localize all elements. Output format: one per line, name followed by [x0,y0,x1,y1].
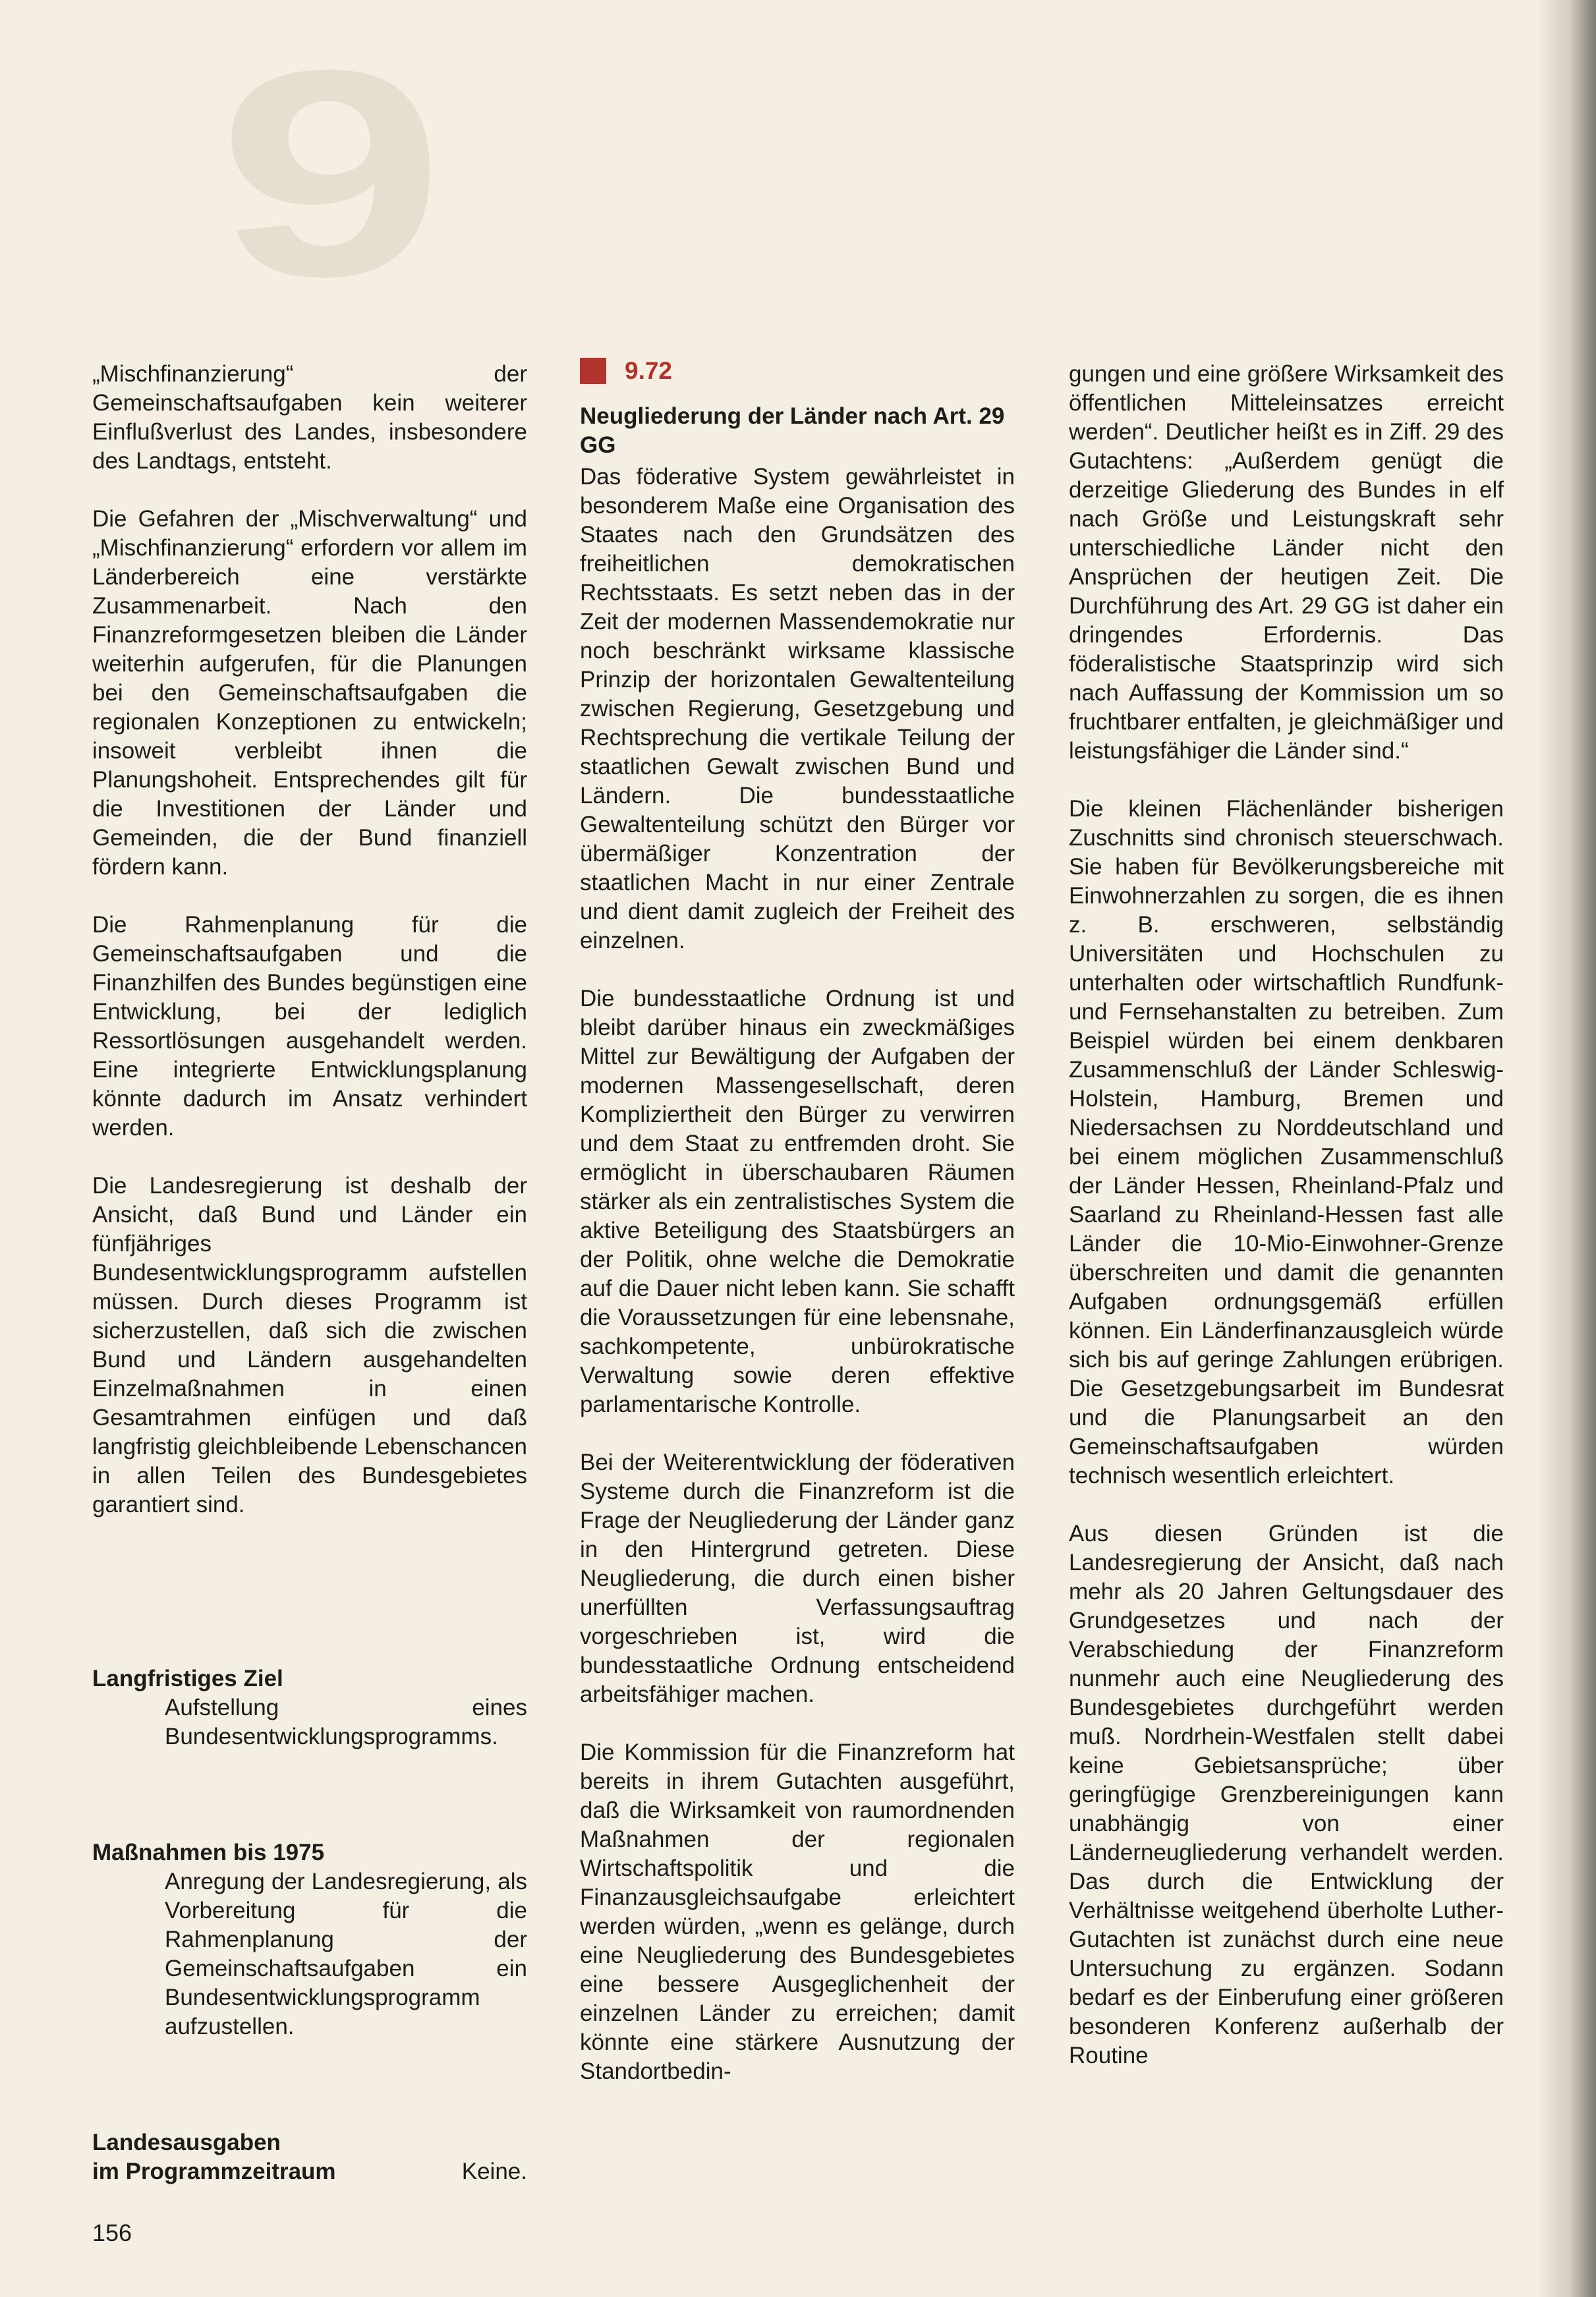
aside-label: Maßnahmen bis 1975 [92,1840,325,1865]
aside-label: im Programmzeitraum [92,2159,336,2184]
column-left [92,360,527,1548]
column-middle [580,354,1015,2115]
paragraph: Die bundesstaatliche Ordnung ist und bleibt darüber hinaus ein zweckmäßiges Mittel zur Bewältigung der Aufgaben der modernen Massengesellschaft, deren Kompliziertheit den Bürger zu verwirren und dem Staat zu entfremden droht. Sie ermöglicht in überschaubaren Räumen stärker als ein zentralistisches System die aktive Beteiligung des Staatsbürgers an der Politik, ohne welche die Demokratie auf die Dauer nicht leben kann. Sie schafft die Voraussetzungen für eine lebensnahe, sachkompetente, unbürokratische Verwaltung sowie deren effektive parlamentarische Kontrolle. [580,986,1015,1417]
aside-label: Langfristiges Ziel [92,1666,283,1691]
column-right [1069,360,1504,2099]
paragraph: Die Gefahren der „Mischverwaltung“ und „Mischfinanzierung“ erfordern vor allem im Länderbereich eine verstärkte Zusammenarbeit. Nach den Finanzreformgesetzen bleiben die Länder weiterhin aufgerufen, für die Planungen bei den Gemeinschaftsaufgaben die regionalen Konzeptionen zu entwickeln; insoweit verbleibt ihnen die Planungshoheit. Entsprechendes gilt für die Investitionen der Länder und Gemeinden, die der Bund finanziell fördern kann. [92,506,527,880]
paragraph: Die kleinen Flächenländer bisherigen Zuschnitts sind chronisch steuerschwach. Sie haben für Bevölkerungsbereiche mit Einwohnerzahlen zu sorgen, die es ihnen z. B. erschweren, selbständig Universitäten und Hochschulen zu unterhalten oder wirtschaftlich Rundfunk- und Fernsehanstalten zu betreiben. Zum Beispiel würden bei einem denkbaren Zusammenschluß der Länder Schleswig-Holstein, Hamburg, Bremen und Niedersachsen zu Norddeutschland und bei einem möglichen Zusammenschluß der Länder Hessen, Rheinland-Pfalz und Saarland zu Rheinland-Hessen fast alle Länder die 10-Mio-Einwohner-Grenze überschreiten und damit die genannten Aufgaben ordnungsgemäß erfüllen können. Ein Länderfinanzausgleich würde sich bis auf geringe Zahlungen erübrigen. Die Gesetzgebungsarbeit im Bundesrat und die Planungsarbeit an den Gemeinschaftsaufgaben würden technisch wesentlich erleichtert. [1069,796,1504,1489]
paragraph: Das föderative System gewährleistet in besonderem Maße eine Organisation des Staates nach den Grundsätzen des freiheitlichen demokratischen Rechtsstaats. Es setzt neben das in der Zeit der modernen Massendemokratie nur noch beschränkt wirksame klassische Prinzip der horizontalen Gewaltenteilung zwischen Regierung, Gesetzgebung und Rechtsprechung die vertikale Teilung der staatlichen Gewalt zwischen Bund und Ländern. Die bundesstaatliche Gewaltenteilung schützt den Bürger vor übermäßiger Konzentration der staatlichen Macht in nur einer Zentrale und dient damit zugleich der Freiheit des einzelnen. [580,464,1015,953]
aside-measures [92,1838,527,2041]
aside-long-term-goal [92,1664,527,1751]
chapter-number-watermark: 9 [217,9,445,338]
page-number: 156 [92,2219,132,2246]
aside-label: Landesausgaben [92,2130,281,2155]
paragraph: Bei der Weiterentwicklung der föderativen Systeme durch die Finanzreform ist die Frage der Neugliederung der Länder ganz in den Hintergrund getreten. Diese Neugliederung, die durch einen bisher unerfüllten Verfassungsauftrag vorgeschrieben ist, wird die bundesstaatliche Ordnung entscheidend arbeitsfähiger machen. [580,1450,1015,1707]
aside-text: Anregung der Landesregierung, als Vorbereitung für die Rahmenplanung der Gemeinschaftsaufgaben ein Bundesentwicklungsprogramm aufzustellen. [165,1869,527,2039]
aside-state-spending [92,2128,527,2186]
page-edge-shadow [1537,0,1596,2297]
paragraph: „Mischfinanzierung“ der Gemeinschaftsaufgaben kein weiterer Einflußverlust des Landes, insbesondere des Landtags, entsteht. [92,361,527,474]
paragraph: gungen und eine größere Wirksamkeit des öffentlichen Mitteleinsatzes erreicht werden“. Deutlicher heißt es in Ziff. 29 des Gutachtens: „Außerdem genügt die derzeitige Gliederung des Bundes in elf nach Größe und Leistungskraft sehr unterschiedliche Länder nicht den Ansprüchen der heutigen Zeit. Die Durchführung des Art. 29 GG ist daher ein dringendes Erfordernis. Das föderalistische Staatsprinzip wird sich nach Auffassung der Kommission um so fruchtbarer entfalten, je gleichmäßiger und leistungsfähiger die Länder sind.“ [1069,361,1504,764]
aside-value: Keine. [461,2159,527,2184]
section-header [580,354,1015,387]
section-number: 9.72 [625,357,673,384]
paragraph: Die Landesregierung ist deshalb der Ansicht, daß Bund und Länder ein fünfjähriges Bundesentwicklungsprogramm aufstellen müssen. Durch dieses Programm ist sicherzustellen, daß sich die zwischen Bund und Ländern ausgehandelten Einzelmaßnahmen in einen Gesamtrahmen einfügen und daß langfristig gleichbleibende Lebenschancen in allen Teilen des Bundesgebietes garantiert sind. [92,1173,527,1517]
paragraph: Die Rahmenplanung für die Gemeinschaftsaufgaben und die Finanzhilfen des Bundes begünstigen eine Entwicklung, bei der lediglich Ressortlösungen ausgehandelt werden. Eine integrierte Entwicklungsplanung könnte dadurch im Ansatz verhindert werden. [92,912,527,1141]
paragraph: Die Kommission für die Finanzreform hat bereits in ihrem Gutachten ausgeführt, daß die Wirksamkeit von raumordnenden Maßnahmen der regionalen Wirtschaftspolitik und die Finanzausgleichsaufgabe erleichtert werden würden, „wenn es gelänge, durch eine Neugliederung des Bundesgebietes eine bessere Ausgeglichenheit der einzelnen Länder zu erreichen; damit könnte eine stärkere Ausnutzung der Standortbedin- [580,1740,1015,2084]
aside-text: Aufstellung eines Bundesentwicklungsprogramms. [165,1695,527,1749]
section-marker-square [580,358,606,384]
paragraph: Aus diesen Gründen ist die Landesregierung der Ansicht, daß nach mehr als 20 Jahren Geltungsdauer des Grundgesetzes und nach der Verabschiedung der Finanzreform nunmehr auch eine Neugliederung des Bundesgebietes durchgeführt werden muß. Nordrhein-Westfalen stellt dabei keine Gebietsansprüche; über geringfügige Grenzbereinigungen kann unabhängig von einer Länderneugliederung verhandelt werden. Das durch die Entwicklung der Verhältnisse weitgehend überholte Luther-Gutachten ist zunächst durch eine neue Untersuchung zu ergänzen. Sodann bedarf es der Einberufung einer größeren besonderen Konferenz außerhalb der Routine [1069,1521,1504,2068]
section-title: Neugliederung der Länder nach Art. 29 GG [580,403,1005,458]
aside-row [92,2157,527,2186]
